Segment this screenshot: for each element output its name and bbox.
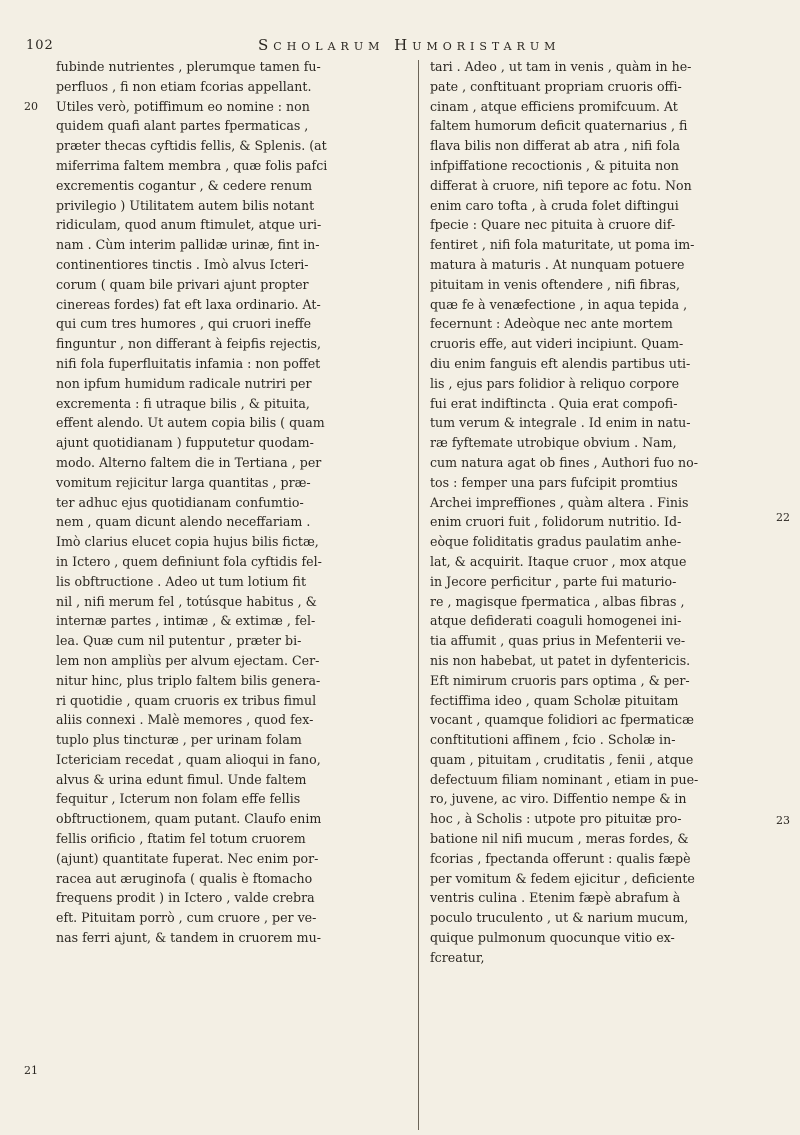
text-line: alvus & urina edunt fimul. Unde faltem (56, 771, 307, 787)
margin-line-number: 21 (24, 1064, 38, 1077)
text-line: pate , conftituant propriam cruoris offi- (430, 78, 682, 94)
margin-line-number: 22 (776, 511, 790, 524)
text-line: faltem humorum deficit quaternarius , fi (430, 118, 688, 134)
text-line: lat, & acquirit. Itaque cruor , mox atque (430, 553, 687, 569)
text-line: cum natura agat ob fines , Authori fuo no- (430, 454, 698, 470)
text-line: qui cum tres humores , qui cruori ineffe (56, 316, 312, 332)
text-line: effent alendo. Ut autem copia bilis ( quam (56, 415, 325, 431)
text-line: fcorias , fpectanda offerunt : qualis fæpè (430, 850, 691, 866)
text-line: atque defiderati coaguli homogenei ini- (430, 613, 682, 629)
text-line: nem , quam dicunt alendo neceffariam . (56, 514, 311, 530)
text-line: præter thecas cyftidis fellis, & Splenis. (at (56, 138, 327, 154)
text-line: Eft nimirum cruoris pars optima , & per- (430, 672, 690, 688)
text-line: tum verum & integrale . Id enim in natu- (430, 415, 691, 431)
text-line: re , magisque fpermatica , albas fibras , (430, 593, 685, 609)
text-line: differat à cruore, nifi tepore ac fotu. Non (430, 177, 692, 193)
text-line: tia affumit , quas prius in Mefenterii ve- (430, 633, 686, 649)
text-line: eft. Pituitam porrò , cum cruore , per ve- (56, 910, 317, 926)
text-line: lis , ejus pars folidior à reliquo corpore (430, 375, 680, 391)
text-line: ter adhuc ejus quotidianam confumtio- (56, 494, 304, 510)
text-line: privilegio ) Utilitatem autem bilis notant (56, 197, 315, 213)
text-line: fectiffima ideo , quam Scholæ pituitam (430, 692, 679, 708)
text-line: tos : femper una pars fufcipit promtius (430, 474, 678, 490)
text-line: finguntur , non differant à feipfis rejectis, (56, 336, 322, 352)
text-line: nitur hinc, plus triplo faltem bilis genera- (56, 672, 321, 688)
text-line: batione nil nifi mucum , meras fordes, & (430, 831, 689, 847)
text-line: ventris culina . Etenim fæpè abrafum à (430, 890, 681, 906)
text-line: poculo truculento , ut & narium mucum, (430, 910, 689, 926)
text-line: ræ fyftemate utrobique obvium . Nam, (430, 435, 677, 451)
text-line: quæ fe à venæfectione , in aqua tepida , (430, 296, 688, 312)
page-number: 102 (26, 38, 54, 53)
text-line: conftitutioni affinem , fcio . Scholæ in- (430, 732, 676, 748)
text-line: corum ( quam bile privari ajunt propter (56, 276, 309, 292)
text-line: fellis orificio , ftatim fel totum cruorem (56, 831, 306, 847)
text-line: eòque foliditatis gradus paulatim anhe- (430, 534, 682, 550)
text-line: Ictericiam recedat , quam alioqui in fano, (56, 751, 321, 767)
text-line: in Jecore perficitur , parte fui maturio- (430, 573, 677, 589)
text-line: nas ferri ajunt, & tandem in cruorem mu- (56, 930, 321, 946)
text-line: fequitur , Icterum non folam effe fellis (56, 791, 301, 807)
text-line: excrementis cogantur , & cedere renum (56, 177, 313, 193)
text-line: ridiculam, quod anum ftimulet, atque uri- (56, 217, 322, 233)
text-line: obftructionem, quam putant. Claufo enim (56, 811, 322, 827)
text-line: cruoris effe, aut videri incipiunt. Quam- (430, 336, 684, 352)
text-line: ri quotidie , quam cruoris ex tribus fimul (56, 692, 317, 708)
text-line: frequens prodit ) in Ictero , valde crebra (56, 890, 315, 906)
text-line: in Ictero , quem definiunt fola cyftidis fel- (56, 553, 322, 569)
text-line: nil , nifi merum fel , totúsque habitus , & (56, 593, 317, 609)
text-line: lea. Quæ cum nil putentur , præter bi- (56, 633, 302, 649)
text-line: perfluos , fi non etiam fcorias appellant. (56, 78, 312, 94)
text-line: racea aut æruginofa ( qualis è ftomacho (56, 870, 313, 886)
text-line: defectuum filiam nominant , etiam in pue- (430, 771, 699, 787)
column-divider (418, 60, 419, 1130)
text-line: (ajunt) quantitate fuperat. Nec enim por- (56, 850, 319, 866)
text-line: vocant , quamque folidiori ac fpermaticæ (430, 712, 694, 728)
text-line: flava bilis non differat ab atra , nifi fola (430, 138, 681, 154)
text-line: aliis connexi . Malè memores , quod fex- (56, 712, 314, 728)
text-line: enim caro tofta , à cruda folet diftingui (430, 197, 679, 213)
text-line: modo. Alterno faltem die in Tertiana , per (56, 454, 322, 470)
text-line: diu enim fanguis eft alendis partibus uti- (430, 355, 691, 371)
text-line: hoc , à Scholis : utpote pro pituitæ pro- (430, 811, 682, 827)
text-line: tuplo plus tincturæ , per urinam folam (56, 732, 302, 748)
text-line: internæ partes , intimæ , & extimæ , fel- (56, 613, 316, 629)
text-line: quam , pituitam , cruditatis , fenii , atque (430, 751, 694, 767)
left-text-column (56, 57, 408, 948)
text-line: per vomitum & fedem ejicitur , deficiente (430, 870, 695, 886)
text-line: lis obftructione . Adeo ut tum lotium fit (56, 573, 307, 589)
margin-line-number: 23 (776, 814, 790, 827)
text-line: vomitum rejicitur larga quantitas , præ- (56, 474, 311, 490)
text-line: infpiffatione recoctionis , & pituita non (430, 157, 679, 173)
text-line: cinam , atque efficiens promifcuum. At (430, 98, 678, 114)
text-line: miferrima faltem membra , quæ folis pafci (56, 157, 328, 173)
text-line: fcreatur, (430, 949, 485, 965)
text-line: nis non habebat, ut patet in dyfentericis. (430, 652, 691, 668)
right-text-column (430, 57, 770, 968)
text-line: fubinde nutrientes , plerumque tamen fu- (56, 59, 321, 74)
text-line: pituitam in venis oftendere , nifi fibras, (430, 276, 680, 292)
text-line: ajunt quotidianam ) fupputetur quodam- (56, 435, 314, 451)
text-line: enim cruori fuit , folidorum nutritio. Id- (430, 514, 682, 530)
running-head: Scholarum Humoristarum (258, 36, 561, 54)
text-line: lem non ampliùs per alvum ejectam. Cer- (56, 652, 320, 668)
text-line: tari . Adeo , ut tam in venis , quàm in he- (430, 59, 692, 74)
text-line: quidem quafi alant partes fpermaticas , (56, 118, 309, 134)
text-line: fui erat indiftincta . Quia erat compofi- (430, 395, 678, 411)
text-line: Imò clarius elucet copia hujus bilis fictæ, (56, 534, 319, 550)
text-line: nifi fola fuperfluitatis infamia : non poffet (56, 355, 321, 371)
text-line: continentiores tinctis . Imò alvus Icteri- (56, 256, 309, 272)
text-line: fentiret , nifi fola maturitate, ut poma im- (430, 237, 695, 253)
text-line: ro, juvene, ac viro. Diffentio nempe & in (430, 791, 687, 807)
text-line: fpecie : Quare nec pituita à cruore dif- (430, 217, 676, 233)
text-line: quique pulmonum quocunque vitio ex- (430, 930, 675, 946)
margin-line-number: 20 (24, 100, 38, 113)
text-line: cinereas fordes) fat eft laxa ordinario. At- (56, 296, 321, 312)
text-line: Utiles verò, potiffimum eo nomine : non (56, 98, 310, 114)
text-line: non ipfum humidum radicale nutriri per (56, 375, 312, 391)
text-line: nam . Cùm interim pallidæ urinæ, fint in- (56, 237, 320, 253)
text-line: Archei impreffiones , quàm altera . Finis (430, 494, 689, 510)
text-line: matura à maturis . At nunquam potuere (430, 256, 685, 272)
text-line: fecernunt : Adeòque nec ante mortem (430, 316, 673, 332)
text-line: excrementa : fi utraque bilis , & pituita, (56, 395, 310, 411)
